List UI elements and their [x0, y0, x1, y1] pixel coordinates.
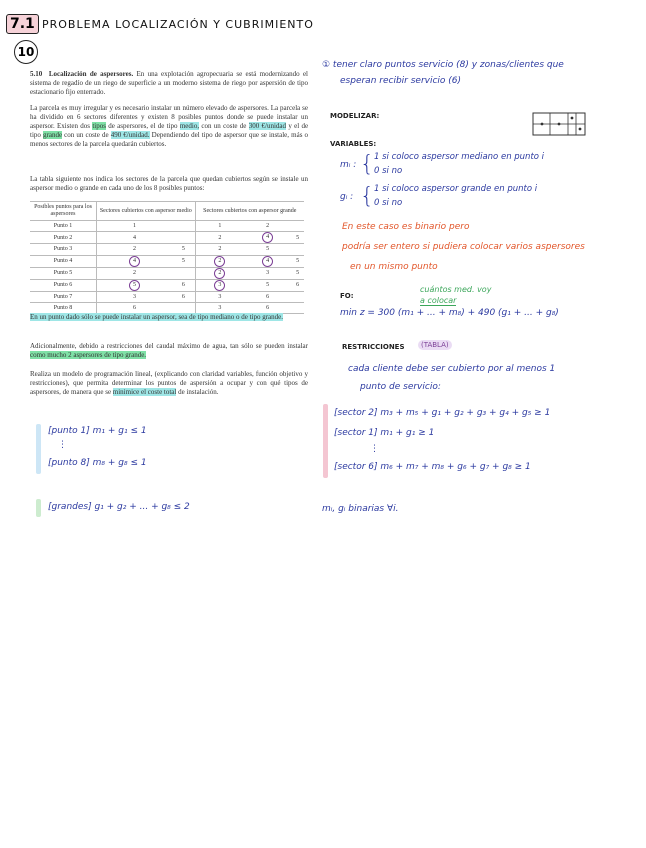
note-green-2: a colocar: [420, 296, 457, 305]
table-cell: [97, 232, 173, 244]
brace-icon: {: [360, 184, 374, 209]
circled-value: 4: [262, 232, 273, 243]
table-cell: [172, 267, 195, 279]
table-row: [30, 267, 304, 279]
constraint-sector-1: [sector 1] m₁ + g₁ ≥ 1: [334, 428, 435, 438]
table-header: Sectores cubiertos con aspersor medio: [97, 202, 196, 221]
constraint-bar-green: [36, 499, 41, 517]
cell-value: 3: [266, 270, 270, 277]
table-row: [30, 291, 304, 302]
constraint-grandes: [grandes] g₁ + g₂ + ... + g₈ ≤ 2: [48, 502, 190, 512]
cell-value: 2: [218, 246, 222, 253]
cell-value: 6: [266, 305, 270, 312]
m-definition-0: 0 si no: [374, 166, 403, 176]
cell-value: Punto 2: [53, 234, 73, 241]
table-cell: [244, 291, 291, 302]
cell-value: 6: [266, 293, 270, 300]
objective-function: min z = 300 (m₁ + ... + m₈) + 490 (g₁ + ... + g₈): [340, 308, 559, 318]
constraint-dots: ⋮: [370, 444, 379, 454]
paragraph-text: con un coste de: [201, 122, 247, 130]
note-1-line-2: esperan recibir servicio (6): [340, 76, 462, 86]
table-body: [30, 221, 304, 314]
page-title: PROBLEMA LOCALIZACIÓN Y CUBRIMIENTO: [42, 18, 314, 31]
statement-paragraph-3: La tabla siguiente nos indica los sectores de la parcela que quedan cubiertos según se instale un aspersor medio o grande en cada uno de los 8 posibles puntos:: [30, 175, 308, 192]
table-cell: [291, 255, 304, 267]
g-definition-0: 0 si no: [374, 198, 403, 208]
highlight: 490 €/unidad.: [110, 131, 150, 139]
table-cell: [172, 244, 195, 255]
cell-value: Punto 1: [53, 223, 73, 230]
circled-value: 3: [214, 280, 225, 291]
constraint-sector-2: [sector 2] m₃ + m₅ + g₁ + g₂ + g₃ + g₄ + g₅ ≥ 1: [334, 408, 551, 418]
cell-value: 6: [296, 282, 300, 289]
table-cell: [244, 244, 291, 255]
note-cada-2: punto de servicio:: [360, 382, 441, 392]
cell-value: Punto 4: [53, 258, 73, 265]
paragraph-text: La parcela es muy irregular y es necesario instalar un número elevado de aspersores. La parcela se ha dividido en 6 sectores diferentes y existen 8 posibles puntos donde se puede instalar un aspersor. Existen dos: [30, 104, 308, 130]
table-cell: [291, 302, 304, 313]
table-row: [30, 279, 304, 291]
table-cell: [30, 221, 97, 232]
cell-value: 2: [133, 246, 137, 253]
table-cell: [195, 302, 244, 313]
table-cell: [97, 291, 173, 302]
m-variable-label: mᵢ :: [340, 160, 357, 170]
statement-paragraph-5: [30, 342, 308, 360]
restricciones-label: RESTRICCIONES: [342, 343, 405, 351]
cell-value: 5: [296, 270, 300, 277]
table-cell: [195, 232, 244, 244]
highlight: En un punto dado sólo se puede instalar un aspersor, sea de tipo mediano o de tipo grande.: [30, 313, 284, 321]
modelizar-label: MODELIZAR:: [330, 112, 380, 120]
table-header: Sectores cubiertos con aspersor grande: [195, 202, 304, 221]
table-cell: [172, 221, 195, 232]
table-cell: [30, 302, 97, 313]
table-cell: [195, 267, 244, 279]
paragraph-text: de instalación.: [178, 388, 219, 396]
table-cell: [291, 221, 304, 232]
table-cell: [291, 291, 304, 302]
table-cell: [291, 267, 304, 279]
cell-value: 3: [133, 293, 137, 300]
table-cell: [195, 279, 244, 291]
table-cell: [244, 221, 291, 232]
cell-value: 5: [181, 258, 185, 265]
fo-label: FO:: [340, 292, 354, 300]
note-1-line-1: ① tener claro puntos servicio (8) y zonas/clientes que: [322, 60, 564, 70]
circled-value: 2: [214, 256, 225, 267]
binary-constraint: mᵢ, gᵢ binarias ∀i.: [322, 504, 399, 514]
heading-number: 5.10: [30, 70, 43, 78]
table-cell: [97, 302, 173, 313]
cell-value: Punto 7: [53, 293, 73, 300]
cell-value: Punto 6: [53, 282, 73, 289]
highlight: como mucho 2 aspersores de tipo grande.: [30, 351, 147, 359]
constraint-punto-8: [punto 8] m₈ + g₈ ≤ 1: [48, 458, 147, 468]
tabla-badge: (TABLA): [418, 340, 452, 350]
cell-value: 5: [266, 282, 270, 289]
cell-value: 5: [181, 246, 185, 253]
cell-value: 1: [218, 223, 222, 230]
paragraph-text: con un coste de: [64, 131, 109, 139]
circled-value: 5: [129, 280, 140, 291]
table-cell: [30, 244, 97, 255]
problem-number: 10: [14, 40, 38, 64]
statement-paragraph-2: [30, 104, 308, 149]
table-cell: [195, 221, 244, 232]
cell-value: 5: [296, 258, 300, 265]
table-cell: [30, 255, 97, 267]
highlight: grande: [43, 131, 63, 139]
constraint-bar-blue: [36, 424, 41, 474]
constraint-bar-pink: [323, 404, 328, 478]
table-cell: [244, 232, 291, 244]
table-row: [30, 232, 304, 244]
circled-value: 4: [262, 256, 273, 267]
cell-value: 2: [218, 234, 222, 241]
paragraph-text: Realiza un modelo de programación lineal, (explicando con claridad variables, función objetivo y restricciones), que permita determinar los puntos de aspersión a ocupar y con qué tipos de aspersores, de manera que se: [30, 370, 308, 396]
note-red-2: podría ser entero si pudiera colocar varios aspersores: [342, 242, 585, 252]
cell-value: 5: [296, 234, 300, 241]
table-cell: [172, 232, 195, 244]
highlight: tipos: [92, 122, 106, 130]
cell-value: Punto 3: [53, 246, 73, 253]
cell-value: 3: [218, 293, 222, 300]
cell-value: 2: [133, 270, 137, 277]
cell-value: 1: [133, 223, 137, 230]
statement-paragraph-6: [30, 370, 308, 397]
highlight: minimice el coste total: [112, 388, 177, 396]
cell-value: 6: [181, 293, 185, 300]
table-cell: [30, 279, 97, 291]
constraint-sector-6: [sector 6] m₆ + m₇ + m₈ + g₆ + g₇ + g₈ ≥ 1: [334, 462, 531, 472]
table-cell: [195, 255, 244, 267]
table-header: Posibles puntos para los aspersores: [30, 202, 97, 221]
cell-value: 5: [266, 246, 270, 253]
table-cell: [30, 267, 97, 279]
parcel-sketch-icon: [532, 112, 586, 136]
table-cell: [291, 232, 304, 244]
note-red-1: En este caso es binario pero: [342, 222, 470, 232]
paragraph-text: de aspersores, el de tipo: [108, 122, 178, 130]
table-cell: [244, 255, 291, 267]
g-definition-1: 1 si coloco aspersor grande en punto i: [374, 184, 538, 194]
table-row: [30, 255, 304, 267]
statement-paragraph-4: [30, 313, 308, 322]
table-cell: [97, 221, 173, 232]
table-row: [30, 302, 304, 313]
paragraph-text: y el de tipo: [30, 122, 309, 139]
table-cell: [97, 267, 173, 279]
table-cell: [244, 267, 291, 279]
note-green-1: cuántos med. voy: [420, 285, 492, 294]
paragraph-text: En una explotación agropecuaria se está modernizando el sistema de regadío de un riego de superficie a un moderno sistema de riego por aspersión de tipo estacionario fijo enterrado.: [30, 70, 309, 96]
g-variable-label: gᵢ :: [340, 192, 354, 202]
constraint-dots: ⋮: [58, 440, 67, 450]
table-cell: [97, 244, 173, 255]
table-cell: [97, 279, 173, 291]
table-cell: [30, 291, 97, 302]
variables-label: VARIABLES:: [330, 140, 377, 148]
table-cell: [244, 279, 291, 291]
table-row: [30, 244, 304, 255]
cell-value: Punto 5: [53, 270, 73, 277]
heading-title: Localización de aspersores.: [48, 70, 134, 78]
cell-value: 2: [266, 223, 270, 230]
table-cell: [291, 244, 304, 255]
cell-value: 6: [181, 282, 185, 289]
note-red-3: en un mismo punto: [350, 262, 438, 272]
highlight: medio,: [179, 122, 200, 130]
statement-paragraph-1: [30, 70, 308, 97]
table-cell: [195, 244, 244, 255]
note-cada-1: cada cliente debe ser cubierto por al menos 1: [348, 364, 556, 374]
cell-value: 6: [133, 305, 137, 312]
table-cell: [97, 255, 173, 267]
cell-value: 4: [133, 234, 137, 241]
cell-value: Punto 8: [53, 305, 73, 312]
table-row: [30, 221, 304, 232]
paragraph-text: Dependiendo del tipo de aspersor que se instale, más o menos sectores de la parcela quedarán cubiertos.: [30, 131, 309, 148]
section-number: 7.1: [6, 14, 39, 34]
constraint-punto-1: [punto 1] m₁ + g₁ ≤ 1: [48, 426, 147, 436]
table-cell: [291, 279, 304, 291]
table-cell: [244, 302, 291, 313]
sectors-table: [30, 201, 304, 314]
highlight: 300 €/unidad: [248, 122, 287, 130]
circled-value: 4: [129, 256, 140, 267]
brace-icon: {: [360, 152, 374, 177]
table-cell: [172, 291, 195, 302]
table-cell: [172, 279, 195, 291]
m-definition-1: 1 si coloco aspersor mediano en punto i: [374, 152, 545, 162]
circled-value: 2: [214, 268, 225, 279]
table-cell: [172, 302, 195, 313]
cell-value: 3: [218, 305, 222, 312]
paragraph-text: Adicionalmente, debido a restricciones del caudal máximo de agua, tan sólo se pueden instalar: [30, 342, 308, 350]
table-cell: [195, 291, 244, 302]
table-cell: [172, 255, 195, 267]
table-cell: [30, 232, 97, 244]
